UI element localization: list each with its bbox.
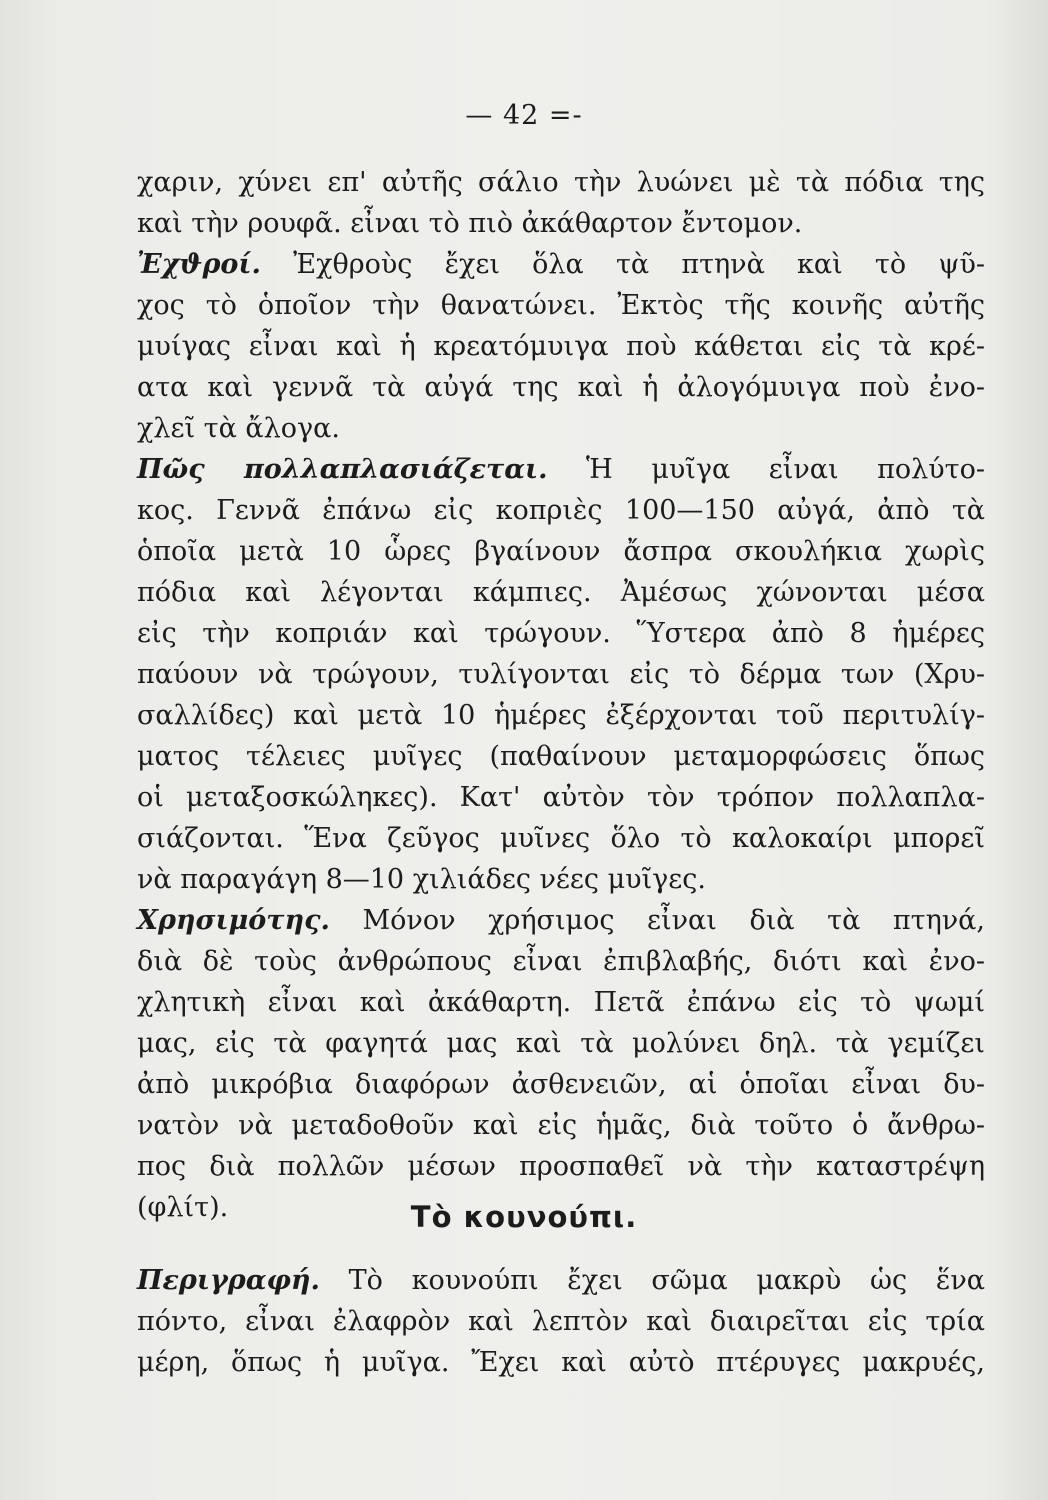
line-text: πόδια καὶ λέγονται κάμπιες. Ἀμέσως χώνονται μέσα	[137, 577, 985, 608]
text-line	[137, 1064, 985, 1105]
text-line	[137, 285, 985, 326]
line-text: ματος τέλειες μυῖγες (παθαίνουν μεταμορφώσεις ὅπως	[137, 741, 985, 772]
text-line	[137, 1023, 985, 1064]
text-line	[137, 613, 985, 654]
line-text: σιάζονται. Ἕνα ζεῦγος μυῖνες ὅλο τὸ καλοκαίρι μπορεῖ	[137, 823, 985, 854]
line-text: εἰς τὴν κοπριάν καὶ τρώγουν. Ὕστερα ἀπὸ 8 ἡμέρες	[137, 618, 985, 649]
text-line	[137, 203, 985, 244]
paragraph-lead: Περιγραφή.	[137, 1265, 320, 1296]
text-line	[137, 777, 985, 818]
text-line	[137, 982, 985, 1023]
line-text: (φλίτ).	[137, 1192, 229, 1223]
text-line	[137, 572, 985, 613]
text-line	[137, 1146, 985, 1187]
line-text: οἱ μεταξοσκώληκες). Κατ' αὐτὸν τὸν τρόπον πολλαπλα-	[137, 782, 985, 813]
text-line	[137, 818, 985, 859]
text-line	[137, 449, 985, 490]
line-text: πόντο, εἶναι ἐλαφρὸν καὶ λεπτὸν καὶ διαιρεῖται εἰς τρία	[137, 1306, 985, 1337]
text-line	[137, 1260, 985, 1301]
line-text: μας, εἰς τὰ φαγητά μας καὶ τὰ μολύνει δηλ. τὰ γεμίζει	[137, 1028, 985, 1059]
line-text: Μόνον χρήσιμος εἶναι διὰ τὰ πτηνά,	[329, 905, 985, 936]
line-text: ατα καὶ γεννᾶ τὰ αὐγά της καὶ ἡ ἀλογόμυιγα ποὺ ἐνο-	[137, 372, 985, 403]
text-line	[137, 941, 985, 982]
line-text: παύουν νὰ τρώγουν, τυλίγονται εἰς τὸ δέρμα των (Χρυ-	[137, 659, 985, 690]
line-text: χλεῖ τὰ ἄλογα.	[137, 413, 340, 444]
text-line	[137, 326, 985, 367]
line-text: χος τὸ ὁποῖον τὴν θανατώνει. Ἐκτὸς τῆς κοινῆς αὐτῆς	[137, 290, 985, 321]
paragraph-lead: Ἐχϑροί.	[137, 249, 261, 280]
page-number: — 42 =-	[465, 100, 583, 131]
line-text: Ἡ μυῖγα εἶναι πολύτο-	[547, 454, 985, 485]
text-line	[137, 408, 985, 449]
text-line	[137, 490, 985, 531]
line-text: καὶ τὴν ρουφᾶ. εἶναι τὸ πιὸ ἀκάθαρτον ἔντομον.	[137, 208, 803, 239]
body-text-2	[137, 1260, 985, 1383]
line-text: πος διὰ πολλῶν μέσων προσπαθεῖ νὰ τὴν καταστρέψη	[137, 1151, 985, 1182]
text-line	[137, 367, 985, 408]
line-text: ὁποῖα μετὰ 10 ὧρες βγαίνουν ἄσπρα σκουλήκια χωρὶς	[137, 536, 985, 567]
text-line	[137, 695, 985, 736]
line-text: ἀπὸ μικρόβια διαφόρων ἀσθενειῶν, αἱ ὁποῖαι εἶναι δυ-	[137, 1069, 985, 1100]
paragraph-lead: Χρησιμότης.	[137, 905, 330, 936]
line-text: διὰ δὲ τοὺς ἀνθρώπους εἶναι ἐπιβλαβής, διότι καὶ ἐνο-	[137, 946, 985, 977]
paragraph-lead: Πῶς πολλαπλασιάζεται.	[137, 454, 548, 485]
line-text: νατὸν νὰ μεταδοθοῦν καὶ εἰς ἡμᾶς, διὰ τοῦτο ὁ ἄνθρω-	[137, 1110, 985, 1141]
text-line	[137, 531, 985, 572]
line-text: χαριν, χύνει επ' αὐτῆς σάλιο τὴν λυώνει μὲ τὰ πόδια της	[137, 167, 985, 198]
text-line	[137, 859, 985, 900]
line-text: χλητικὴ εἶναι καὶ ἀκάθαρτη. Πετᾶ ἐπάνω εἰς τὸ ψωμί	[137, 987, 985, 1018]
text-line	[137, 1301, 985, 1342]
text-line	[137, 1342, 985, 1383]
line-text: μυίγας εἶναι καὶ ἡ κρεατόμυιγα ποὺ κάθεται εἰς τὰ κρέ-	[137, 331, 985, 362]
text-line	[137, 654, 985, 695]
text-line	[137, 244, 985, 285]
line-text: Ἐχθροὺς ἔχει ὅλα τὰ πτηνὰ καὶ τὸ ψῦ-	[260, 249, 985, 280]
line-text: νὰ παραγάγη 8—10 χιλιάδες νέες μυῖγες.	[137, 864, 706, 895]
line-text: σαλλίδες) καὶ μετὰ 10 ἡμέρες ἐξέρχονται τοῦ περιτυλίγ-	[137, 700, 985, 731]
text-line	[137, 736, 985, 777]
body-text	[137, 162, 985, 1228]
line-text: μέρη, ὅπως ἡ μυῖγα. Ἔχει καὶ αὐτὸ πτέρυγες μακρυές,	[137, 1347, 985, 1378]
text-line	[137, 900, 985, 941]
section-heading: Τὸ κουνούπι.	[410, 1200, 638, 1234]
text-line	[137, 162, 985, 203]
line-text: Τὸ κουνούπι ἔχει σῶμα μακρὺ ὡς ἕνα	[319, 1265, 985, 1296]
text-line	[137, 1105, 985, 1146]
line-text: κος. Γεννᾶ ἐπάνω εἰς κοπριὲς 100—150 αὐγά, ἀπὸ τὰ	[137, 495, 985, 526]
